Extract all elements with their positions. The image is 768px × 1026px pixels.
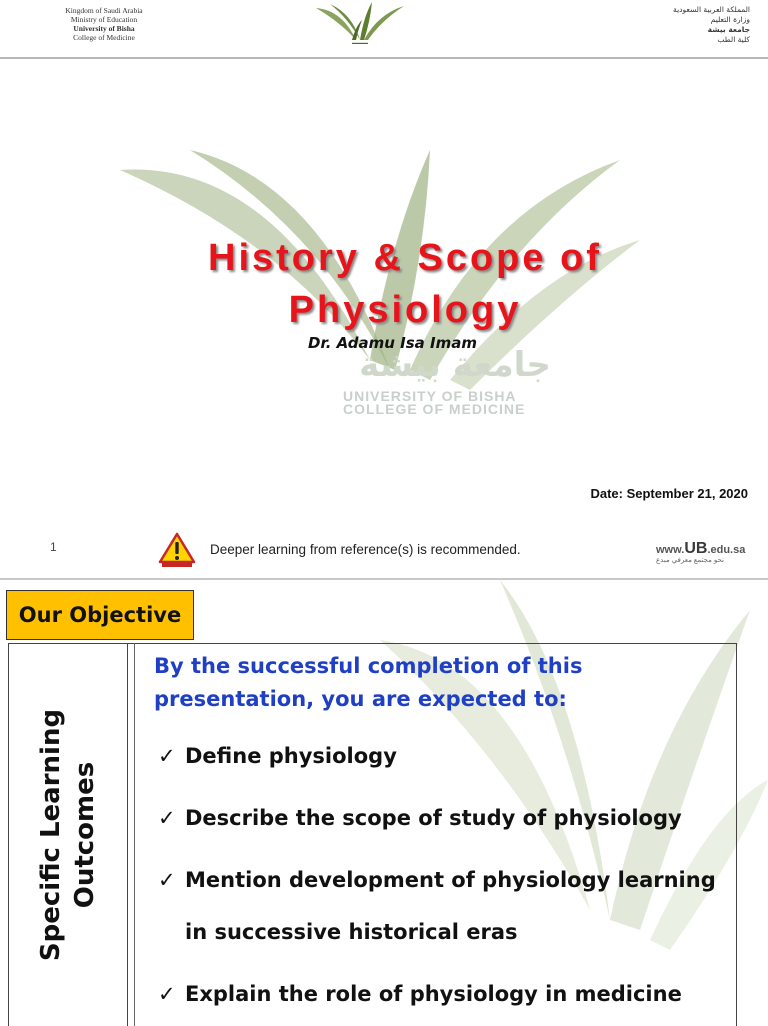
university-logo-icon: [312, 0, 408, 56]
header-right-line: وزارة التعليم: [710, 15, 750, 24]
ub-url-prefix: www.: [656, 544, 685, 556]
table-divider-inner: [134, 643, 135, 1026]
watermark-arabic-text: جامعة بيشة: [359, 345, 551, 385]
checkmark-icon: ✓: [158, 806, 176, 830]
ub-url-mark: UB: [684, 540, 708, 557]
list-item: [158, 968, 733, 1020]
checkmark-icon: ✓: [158, 982, 176, 1006]
outcomes-list: [158, 730, 733, 1026]
header-right-text: [640, 5, 750, 45]
outcome-text: Define physiology: [185, 744, 397, 768]
objective-header: [6, 590, 194, 640]
title-line-1: History & Scope of: [208, 237, 602, 279]
objective-slide: [0, 578, 768, 1026]
header-left-line: Ministry of Education: [70, 15, 138, 24]
disclaimer-warning-icon: [158, 532, 196, 568]
presentation-date: Date: September 21, 2020: [590, 486, 748, 501]
side-label: [34, 708, 102, 960]
checkmark-icon: ✓: [158, 868, 176, 892]
list-item: [158, 792, 733, 844]
header-left-line: College of Medicine: [73, 33, 135, 42]
intro-text: By the successful completion of this presentation, you are expected to:: [154, 654, 583, 711]
side-label-cell: [8, 643, 127, 1026]
header-left-line: Kingdom of Saudi Arabia: [65, 6, 143, 15]
header-left-text: [58, 6, 150, 42]
ub-tagline: نحو مجتمع معرفي مبدع: [656, 557, 724, 564]
list-item: [158, 854, 733, 958]
side-label-line-1: Specific Learning: [35, 708, 66, 961]
outcome-text: Mention development of physiology learning in successive historical eras: [185, 868, 716, 944]
watermark-english-text: UNIVERSITY OF BISHA COLLEGE OF MEDICINE: [343, 388, 526, 417]
header-left-line: University of Bisha: [73, 24, 135, 33]
title-line-2: Physiology: [288, 289, 522, 331]
ub-website-logo: [656, 540, 760, 564]
header-right-line: جامعة بيشة: [707, 25, 750, 34]
slide-number: 1: [50, 540, 57, 554]
author-name: Dr. Adamu Isa Imam: [308, 334, 477, 352]
header-divider: [0, 57, 768, 59]
disclaimer-text: Deeper learning from reference(s) is recommended.: [210, 542, 521, 557]
ub-url-suffix: .edu.sa: [707, 544, 746, 556]
outcome-text: Describe the scope of study of physiology: [185, 806, 682, 830]
side-label-line-2: Outcomes: [69, 761, 100, 908]
table-divider: [127, 643, 128, 1026]
university-logo-caption: ▬▬▬▬: [352, 40, 368, 45]
header-right-line: كلية الطب: [717, 35, 750, 44]
checkmark-icon: ✓: [158, 744, 176, 768]
list-item: [158, 730, 733, 782]
slide-title: [120, 232, 690, 336]
outcome-text: Explain the role of physiology in medicine: [185, 982, 682, 1006]
header-right-line: المملكة العربية السعودية: [673, 5, 750, 14]
objective-label: Our Objective: [18, 603, 182, 627]
